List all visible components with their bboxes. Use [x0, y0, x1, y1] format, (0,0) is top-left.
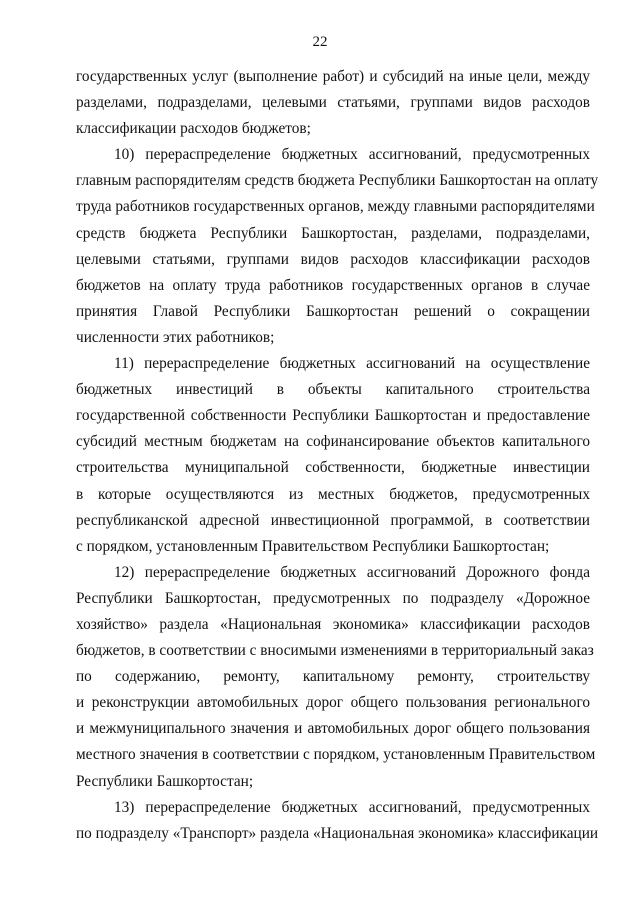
text-line: бюджетных инвестиций в объекты капитального строительства — [76, 381, 590, 399]
text-line: с порядком, установленным Правительством Республики Башкортостан; — [76, 537, 550, 555]
paragraph — [76, 351, 590, 560]
text-line: местного значения в соответствии с порядком, установленным Правительством — [76, 746, 596, 764]
text-line: строительства муниципальной собственности, бюджетные инвестиции — [76, 459, 590, 477]
text-line: хозяйство» раздела «Национальная экономика» классификации расходов — [76, 615, 590, 633]
text-line: средств бюджета Республики Башкортостан, разделами, подразделами, — [76, 224, 590, 242]
page-number: 22 — [312, 34, 328, 50]
text-line: целевыми статьями, группами видов расходов классификации расходов — [76, 250, 590, 268]
text-line: республиканской адресной инвестиционной программой, в соответствии — [76, 511, 590, 529]
paragraph — [76, 560, 596, 795]
text-line: субсидий местным бюджетам на софинансирование объектов капитального — [76, 433, 590, 451]
paragraph — [76, 64, 590, 142]
text-line: и реконструкции автомобильных дорог общего пользования регионального — [76, 694, 590, 712]
text-line: государственных услуг (выполнение работ) и субсидий на иные цели, между — [76, 68, 590, 85]
text-line: по подразделу «Транспорт» раздела «Национальная экономика» классификации — [76, 824, 599, 842]
text-line: принятия Главой Республики Башкортостан решений о сокращении — [76, 302, 590, 320]
text-line: по содержанию, ремонту, капитальному ремонту, строительству — [76, 668, 590, 686]
text-line: 11) перераспределение бюджетных ассигнований на осуществление — [114, 355, 590, 373]
text-line: разделами, подразделами, целевыми статьями, группами видов расходов — [76, 94, 590, 112]
paragraph — [76, 795, 599, 847]
text-line: 10) перераспределение бюджетных ассигнований, предусмотренных — [114, 146, 590, 164]
text-line: труда работников государственных органов, между главными распорядителями — [76, 198, 595, 216]
text-line: 13) перераспределение бюджетных ассигнований, предусмотренных — [114, 798, 590, 816]
text-line: в которые осуществляются из местных бюджетов, предусмотренных — [76, 485, 590, 503]
text-line: государственной собственности Республики Башкортостан и предоставление — [76, 407, 590, 425]
text-line: 12) перераспределение бюджетных ассигнований Дорожного фонда — [114, 563, 590, 581]
text-line: Республики Башкортостан; — [76, 772, 254, 790]
text-line: Республики Башкортостан, предусмотренных по подразделу «Дорожное — [76, 589, 590, 607]
document-body — [76, 64, 599, 847]
text-line: численности этих работников; — [76, 328, 275, 346]
text-line: бюджетов на оплату труда работников государственных органов в случае — [76, 276, 590, 294]
paragraph — [76, 142, 599, 351]
text-line: главным распорядителям средств бюджета Республики Башкортостан на оплату — [76, 172, 599, 190]
text-line: и межмуниципального значения и автомобильных дорог общего пользования — [76, 720, 590, 738]
text-line: классификации расходов бюджетов; — [76, 120, 311, 138]
text-line: бюджетов, в соответствии с вносимыми изменениями в территориальный заказ — [76, 642, 594, 660]
